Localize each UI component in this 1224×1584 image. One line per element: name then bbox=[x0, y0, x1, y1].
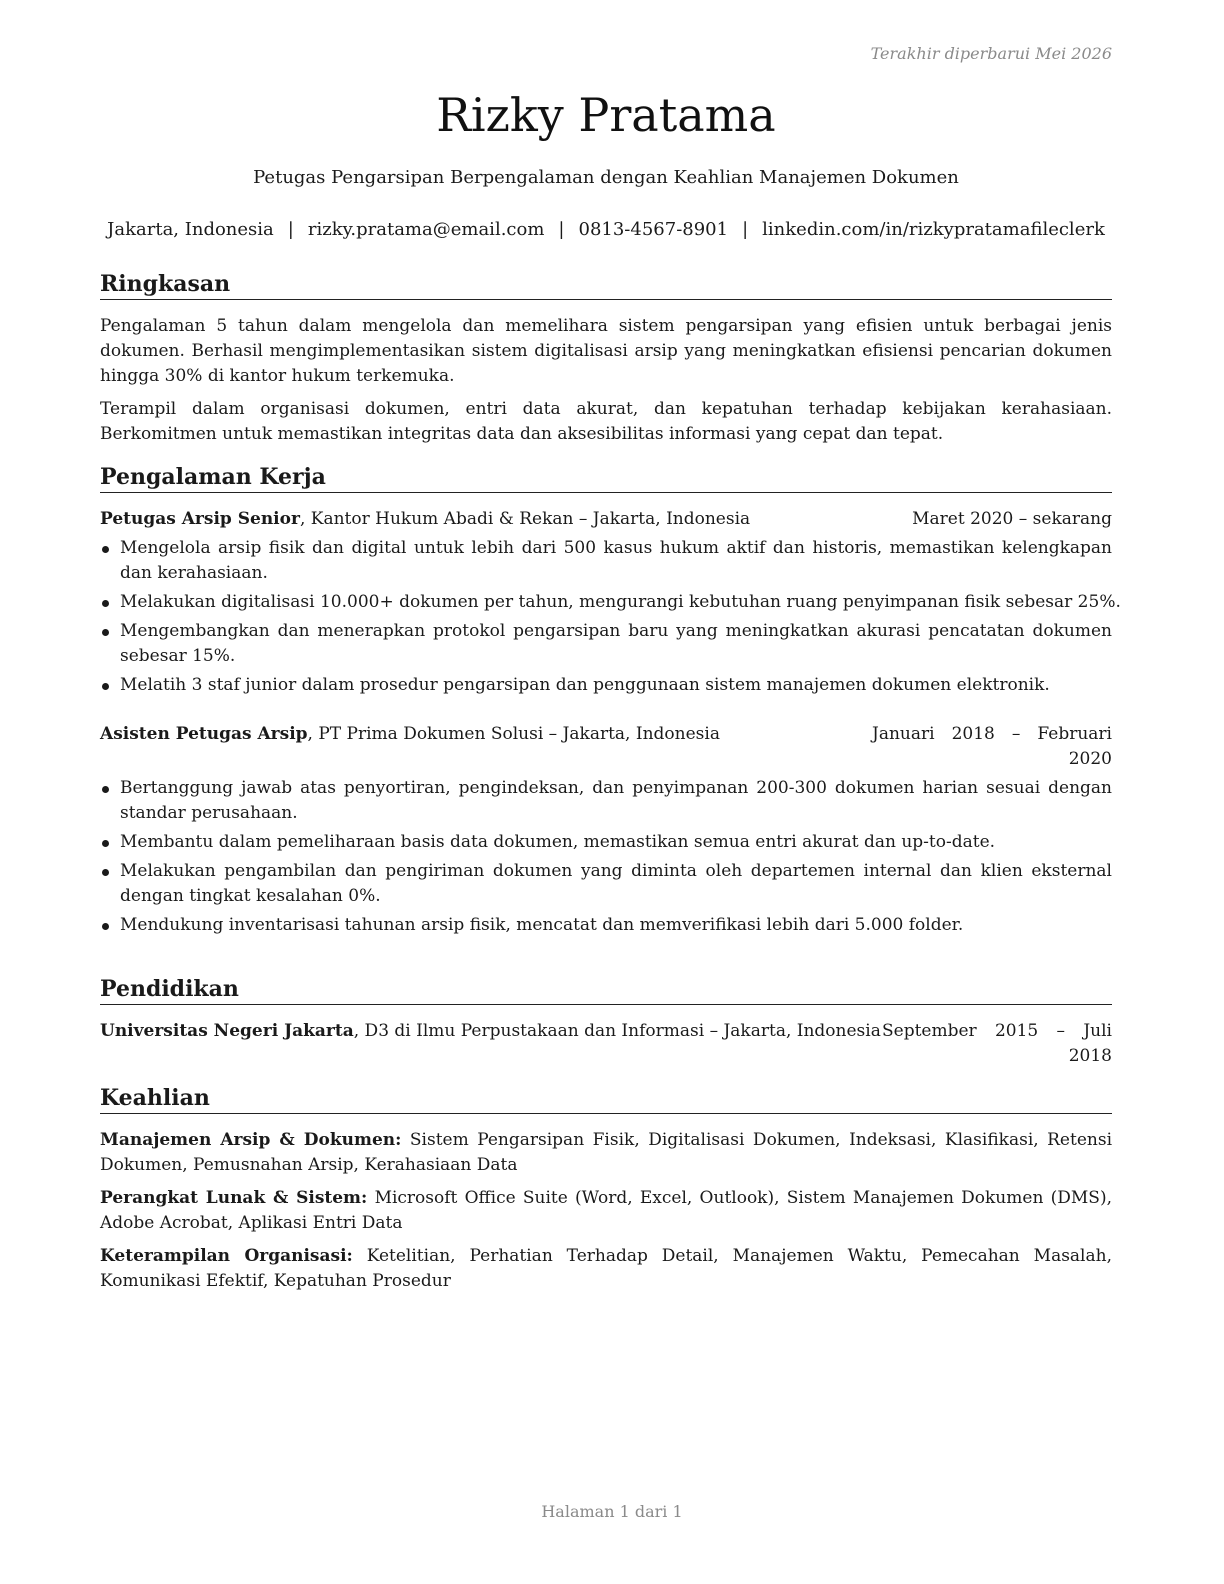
job-bullets bbox=[100, 536, 1121, 698]
contact-separator: | bbox=[742, 219, 749, 240]
skill-group bbox=[100, 1244, 1112, 1294]
skills-section bbox=[100, 1084, 1112, 1302]
job-entry bbox=[100, 722, 1112, 938]
contact-email[interactable]: rizky.pratama@email.com bbox=[307, 219, 545, 240]
section-title-skills: Keahlian bbox=[100, 1084, 1112, 1114]
experience-section bbox=[100, 463, 1121, 942]
skill-group-label: Perangkat Lunak & Sistem: bbox=[100, 1188, 368, 1208]
list-item bbox=[100, 830, 1112, 855]
contact-separator: | bbox=[287, 219, 294, 240]
list-item bbox=[100, 590, 1121, 615]
education-school: Universitas Negeri Jakarta bbox=[100, 1021, 354, 1041]
bullet-text: Mengembangkan dan menerapkan protokol pengarsipan baru yang meningkatkan akurasi pencatatan dokumen sebesar 15%. bbox=[120, 621, 1112, 666]
bullet-text: Mengelola arsip fisik dan digital untuk lebih dari 500 kasus hukum aktif dan historis, memastikan kelengkapan dan kerahasiaan. bbox=[120, 538, 1112, 583]
job-dates: Maret 2020 – sekarang bbox=[912, 509, 1112, 529]
education-dates: September 2015 – Juli 2018 bbox=[882, 1021, 1112, 1066]
education-detail: , D3 di Ilmu Perpustakaan dan Informasi – Jakarta, Indonesia bbox=[353, 1021, 881, 1041]
section-title-experience: Pengalaman Kerja bbox=[100, 463, 1112, 493]
section-title-summary: Ringkasan bbox=[100, 270, 1112, 300]
skill-group bbox=[100, 1128, 1112, 1178]
job-role: Asisten Petugas Arsip bbox=[100, 724, 308, 744]
job-header bbox=[100, 507, 1112, 532]
summary-paragraph: Pengalaman 5 tahun dalam mengelola dan memelihara sistem pengarsipan yang efisien untuk berbagai jenis dokumen. Berhasil mengimplementasikan sistem digitalisasi arsip yang meningkatkan efisiensi pencarian dokumen hingga 30% di kantor hukum terkemuka. bbox=[100, 316, 1112, 386]
job-role: Petugas Arsip Senior bbox=[100, 509, 300, 529]
list-item bbox=[100, 913, 1112, 938]
bullet-icon bbox=[102, 600, 109, 607]
skill-group-items: Microsoft Office Suite (Word, Excel, Outlook), Sistem Manajemen Dokumen (DMS), Adobe Acrobat, Aplikasi Entri Data bbox=[100, 1188, 1112, 1233]
skill-group-label: Keterampilan Organisasi: bbox=[100, 1246, 353, 1266]
last-updated: Terakhir diperbarui Mei 2026 bbox=[870, 44, 1112, 63]
job-dates: Januari 2018 – Februari 2020 bbox=[872, 724, 1112, 769]
contact-location: Jakarta, Indonesia bbox=[107, 219, 274, 240]
job-bullets bbox=[100, 776, 1112, 938]
summary-paragraph: Terampil dalam organisasi dokumen, entri data akurat, dan kepatuhan terhadap kebijakan kerahasiaan. Berkomitmen untuk memastikan integritas data dan aksesibilitas informasi yang cepat dan tepat. bbox=[100, 399, 1112, 444]
job-company: , PT Prima Dokumen Solusi – Jakarta, Indonesia bbox=[307, 724, 720, 744]
contact-separator: | bbox=[558, 219, 565, 240]
contact-line bbox=[100, 219, 1112, 240]
bullet-text: Membantu dalam pemeliharaan basis data dokumen, memastikan semua entri akurat dan up-to-date. bbox=[120, 832, 996, 852]
bullet-icon bbox=[102, 546, 109, 553]
bullet-icon bbox=[102, 683, 109, 690]
job-header bbox=[100, 722, 1112, 772]
candidate-name: Rizky Pratama bbox=[436, 88, 776, 142]
headline: Petugas Pengarsipan Berpengalaman dengan Keahlian Manajemen Dokumen bbox=[253, 167, 959, 188]
bullet-icon bbox=[102, 840, 109, 847]
bullet-icon bbox=[102, 923, 109, 930]
skill-group-items: Ketelitian, Perhatian Terhadap Detail, Manajemen Waktu, Pemecahan Masalah, Komunikasi Efektif, Kepatuhan Prosedur bbox=[100, 1246, 1112, 1291]
bullet-icon bbox=[102, 629, 109, 636]
job-company: , Kantor Hukum Abadi & Rekan – Jakarta, Indonesia bbox=[299, 509, 751, 529]
education-section bbox=[100, 975, 1112, 1069]
bullet-icon bbox=[102, 786, 109, 793]
bullet-text: Mendukung inventarisasi tahunan arsip fisik, mencatat dan memverifikasi lebih dari 5.000 folder. bbox=[120, 915, 964, 935]
skill-group-label: Manajemen Arsip & Dokumen: bbox=[100, 1130, 402, 1150]
education-entry bbox=[100, 1019, 1112, 1069]
bullet-text: Melakukan digitalisasi 10.000+ dokumen per tahun, mengurangi kebutuhan ruang penyimpanan fisik sebesar 25%. bbox=[120, 592, 1121, 612]
section-title-education: Pendidikan bbox=[100, 975, 1112, 1005]
list-item bbox=[100, 673, 1112, 698]
skill-group bbox=[100, 1186, 1112, 1236]
job-entry bbox=[100, 507, 1121, 698]
summary-section bbox=[100, 270, 1112, 455]
list-item bbox=[100, 859, 1112, 909]
list-item bbox=[100, 619, 1112, 669]
skill-group-items: Sistem Pengarsipan Fisik, Digitalisasi Dokumen, Indeksasi, Klasifikasi, Retensi Dokumen, Pemusnahan Arsip, Kerahasiaan Data bbox=[100, 1130, 1112, 1175]
contact-linkedin[interactable]: linkedin.com/in/rizkypratamafileclerk bbox=[762, 219, 1105, 240]
contact-phone: 0813-4567-8901 bbox=[578, 219, 729, 240]
bullet-text: Melatih 3 staf junior dalam prosedur pengarsipan dan penggunaan sistem manajemen dokumen elektronik. bbox=[120, 675, 1050, 695]
bullet-text: Melakukan pengambilan dan pengiriman dokumen yang diminta oleh departemen internal dan klien eksternal dengan tingkat kesalahan 0%. bbox=[120, 861, 1112, 906]
list-item bbox=[100, 536, 1112, 586]
list-item bbox=[100, 776, 1112, 826]
page-footer: Halaman 1 dari 1 bbox=[541, 1502, 683, 1521]
bullet-text: Bertanggung jawab atas penyortiran, pengindeksan, dan penyimpanan 200-300 dokumen harian sesuai dengan standar perusahaan. bbox=[120, 778, 1112, 823]
bullet-icon bbox=[102, 869, 109, 876]
